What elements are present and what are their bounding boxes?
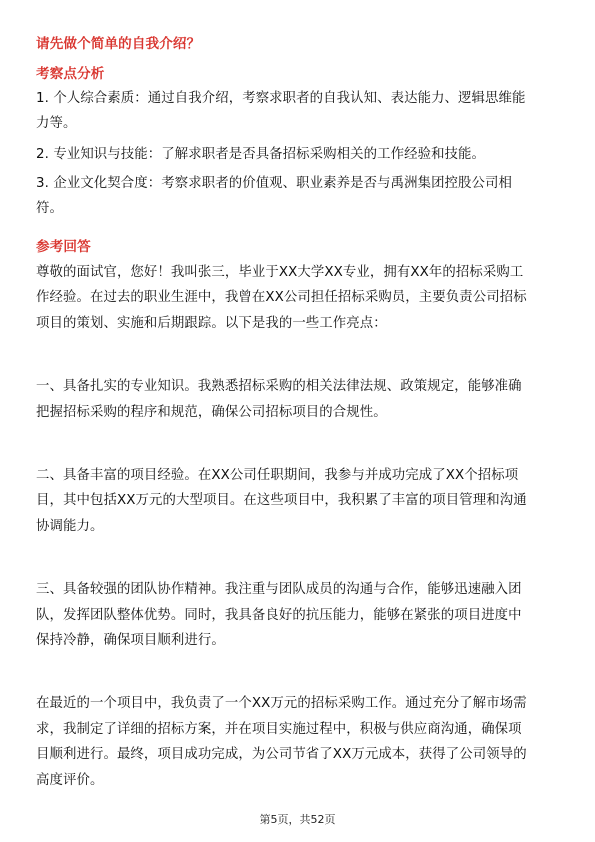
answer-point2-line: 目，其中包括XX万元的大型项目。在这些项目中，我积累了丰富的项目管理和沟通 [36, 493, 527, 508]
answer-intro-line: 尊敬的面试官，您好！我叫张三，毕业于XX大学XX专业，拥有XX年的招标采购工 [36, 265, 524, 280]
answer-point1-line: 把握招标采购的程序和规范，确保公司招标项目的合规性。 [36, 405, 387, 420]
question-heading: 请先做个简单的自我介绍？ [36, 36, 201, 52]
analysis-line: 2. 专业知识与技能：了解求职者是否具备招标采购相关的工作经验和技能。 [36, 147, 486, 162]
answer-point3-line: 队，发挥团队整体优势。同时，我具备良好的抗压能力，能够在紧张的项目进度中 [36, 608, 522, 623]
answer-point2-line: 协调能力。 [36, 519, 104, 534]
analysis-heading: 考察点分析 [36, 66, 105, 82]
answer-point1-line: 一、具备扎实的专业知识。我熟悉招标采购的相关法律法规、政策规定，能够准确 [36, 379, 522, 394]
analysis-line: 3. 企业文化契合度：考察求职者的价值观、职业素养是否与禹洲集团控股公司相 [36, 176, 513, 191]
answer-closing-line: 目顺利进行。最终，项目成功完成，为公司节省了XX万元成本，获得了公司领导的 [36, 747, 527, 762]
answer-heading: 参考回答 [36, 239, 91, 255]
answer-closing-line: 在最近的一个项目中，我负责了一个XX万元的招标采购工作。通过充分了解市场需 [36, 696, 527, 711]
answer-point3-line: 三、具备较强的团队协作精神。我注重与团队成员的沟通与合作，能够迅速融入团 [36, 582, 522, 597]
analysis-line: 力等。 [36, 116, 77, 131]
answer-point3-line: 保持冷静，确保项目顺利进行。 [36, 633, 225, 648]
analysis-line: 符。 [36, 201, 63, 216]
answer-closing-line: 高度评价。 [36, 773, 104, 788]
answer-intro-line: 项目的策划、实施和后期跟踪。以下是我的一些工作亮点： [36, 316, 387, 331]
answer-closing-line: 求，我制定了详细的招标方案，并在项目实施过程中，积极与供应商沟通，确保项 [36, 722, 522, 737]
analysis-line: 1. 个人综合素质：通过自我介绍，考察求职者的自我认知、表达能力、逻辑思维能 [36, 91, 526, 106]
page-number-footer: 第5页，共52页 [259, 813, 336, 826]
answer-point2-line: 二、具备丰富的项目经验。在XX公司任职期间，我参与并成功完成了XX个招标项 [36, 468, 519, 483]
answer-intro-line: 作经验。在过去的职业生涯中，我曾在XX公司担任招标采购员，主要负责公司招标 [36, 290, 527, 305]
